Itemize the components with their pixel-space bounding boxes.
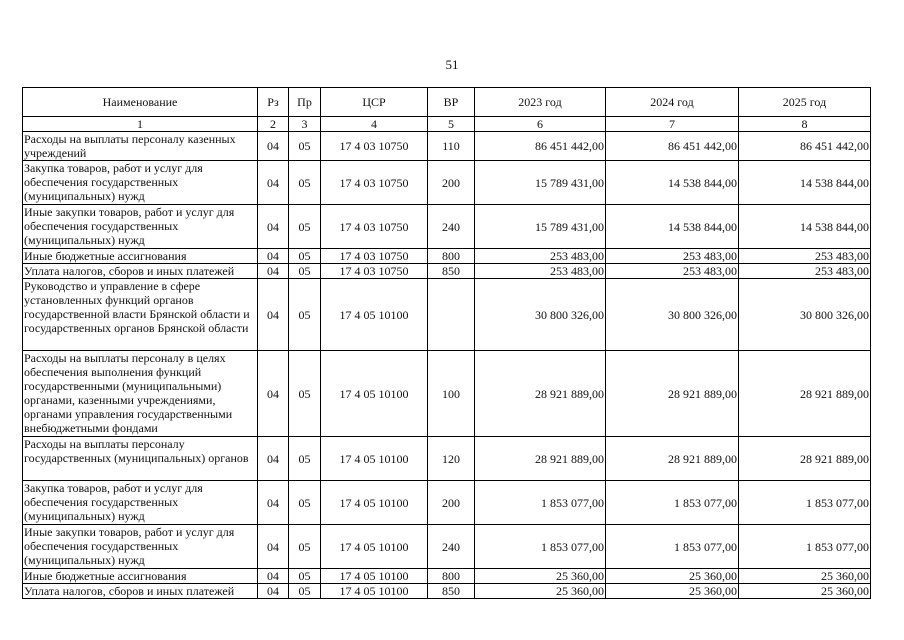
cell-vr: 240: [428, 205, 475, 249]
header-cell-2024: 2024 год: [606, 88, 739, 117]
cell-pr: 05: [289, 351, 321, 437]
table-row: [23, 264, 871, 279]
cell-vr: 800: [428, 249, 475, 264]
cell-rz: 04: [258, 584, 289, 599]
cell-rz: 04: [258, 249, 289, 264]
column-index-cell: 4: [321, 117, 428, 132]
cell-2023: 25 360,00: [475, 584, 606, 599]
cell-rz: 04: [258, 279, 289, 351]
cell-2023: 253 483,00: [475, 249, 606, 264]
cell-2023: 1 853 077,00: [475, 481, 606, 525]
cell-rz: 04: [258, 161, 289, 205]
column-index-cell: 8: [739, 117, 871, 132]
cell-2025: 253 483,00: [739, 264, 871, 279]
cell-2025: 1 853 077,00: [739, 525, 871, 569]
column-index-cell: 5: [428, 117, 475, 132]
cell-rz: 04: [258, 351, 289, 437]
cell-2025: 28 921 889,00: [739, 437, 871, 481]
cell-name: Расходы на выплаты персоналу в целях обеспечения выполнения функций государственными (муниципальными) органами, казенными учреждениями, органами управления государственными внебюджетными фондами: [23, 351, 258, 437]
header-row: [23, 88, 871, 117]
cell-vr: 850: [428, 264, 475, 279]
cell-rz: 04: [258, 205, 289, 249]
cell-2023: 15 789 431,00: [475, 205, 606, 249]
cell-csr: 17 4 03 10750: [321, 161, 428, 205]
cell-pr: 05: [289, 569, 321, 584]
budget-table: [22, 87, 871, 599]
cell-csr: 17 4 05 10100: [321, 351, 428, 437]
cell-vr: 110: [428, 132, 475, 161]
cell-pr: 05: [289, 249, 321, 264]
cell-vr: 200: [428, 481, 475, 525]
column-index-cell: 2: [258, 117, 289, 132]
column-index-row: [23, 117, 871, 132]
cell-csr: 17 4 03 10750: [321, 205, 428, 249]
cell-name: Расходы на выплаты персоналу государственных (муниципальных) органов: [23, 437, 258, 481]
cell-vr: 850: [428, 584, 475, 599]
cell-name: Закупка товаров, работ и услуг для обеспечения государственных (муниципальных) нужд: [23, 481, 258, 525]
table-row: [23, 351, 871, 437]
cell-pr: 05: [289, 481, 321, 525]
cell-rz: 04: [258, 569, 289, 584]
cell-vr: 200: [428, 161, 475, 205]
cell-2024: 25 360,00: [606, 584, 739, 599]
cell-2024: 253 483,00: [606, 264, 739, 279]
table-row: [23, 161, 871, 205]
cell-vr: 800: [428, 569, 475, 584]
table-row: [23, 132, 871, 161]
cell-csr: 17 4 03 10750: [321, 132, 428, 161]
cell-2025: 1 853 077,00: [739, 481, 871, 525]
cell-rz: 04: [258, 132, 289, 161]
cell-name: Иные бюджетные ассигнования: [23, 249, 258, 264]
cell-name: Иные закупки товаров, работ и услуг для обеспечения государственных (муниципальных) нужд: [23, 525, 258, 569]
cell-rz: 04: [258, 525, 289, 569]
table-row: [23, 437, 871, 481]
cell-2025: 14 538 844,00: [739, 205, 871, 249]
cell-2024: 1 853 077,00: [606, 481, 739, 525]
cell-2023: 86 451 442,00: [475, 132, 606, 161]
cell-pr: 05: [289, 279, 321, 351]
cell-2024: 14 538 844,00: [606, 205, 739, 249]
cell-csr: 17 4 05 10100: [321, 279, 428, 351]
cell-name: Уплата налогов, сборов и иных платежей: [23, 264, 258, 279]
cell-name: Иные закупки товаров, работ и услуг для обеспечения государственных (муниципальных) нужд: [23, 205, 258, 249]
table-row: [23, 481, 871, 525]
cell-2023: 28 921 889,00: [475, 437, 606, 481]
header-cell-pr: Пр: [289, 88, 321, 117]
cell-2024: 30 800 326,00: [606, 279, 739, 351]
cell-2025: 86 451 442,00: [739, 132, 871, 161]
cell-2024: 86 451 442,00: [606, 132, 739, 161]
cell-csr: 17 4 05 10100: [321, 569, 428, 584]
cell-vr: 100: [428, 351, 475, 437]
cell-2024: 253 483,00: [606, 249, 739, 264]
cell-csr: 17 4 03 10750: [321, 264, 428, 279]
cell-2025: 25 360,00: [739, 584, 871, 599]
cell-vr: [428, 279, 475, 351]
column-index-cell: 1: [23, 117, 258, 132]
cell-2023: 253 483,00: [475, 264, 606, 279]
table-row: [23, 249, 871, 264]
cell-csr: 17 4 05 10100: [321, 437, 428, 481]
cell-2023: 30 800 326,00: [475, 279, 606, 351]
cell-2024: 1 853 077,00: [606, 525, 739, 569]
cell-csr: 17 4 03 10750: [321, 249, 428, 264]
cell-rz: 04: [258, 481, 289, 525]
table-body: [23, 132, 871, 599]
cell-pr: 05: [289, 584, 321, 599]
cell-2023: 25 360,00: [475, 569, 606, 584]
header-cell-vr: ВР: [428, 88, 475, 117]
column-index-cell: 3: [289, 117, 321, 132]
cell-2024: 28 921 889,00: [606, 351, 739, 437]
page-number: 51: [445, 57, 459, 72]
table-row: [23, 205, 871, 249]
table-row: [23, 584, 871, 599]
cell-2023: 15 789 431,00: [475, 161, 606, 205]
cell-2024: 28 921 889,00: [606, 437, 739, 481]
cell-name: Расходы на выплаты персоналу казенных учреждений: [23, 132, 258, 161]
header-cell-2025: 2025 год: [739, 88, 871, 117]
cell-csr: 17 4 05 10100: [321, 584, 428, 599]
cell-pr: 05: [289, 264, 321, 279]
cell-2023: 1 853 077,00: [475, 525, 606, 569]
cell-2024: 25 360,00: [606, 569, 739, 584]
cell-csr: 17 4 05 10100: [321, 525, 428, 569]
cell-pr: 05: [289, 161, 321, 205]
table-row: [23, 279, 871, 351]
cell-rz: 04: [258, 437, 289, 481]
cell-2025: 253 483,00: [739, 249, 871, 264]
header-cell-2023: 2023 год: [475, 88, 606, 117]
cell-name: Иные бюджетные ассигнования: [23, 569, 258, 584]
cell-vr: 240: [428, 525, 475, 569]
cell-name: Уплата налогов, сборов и иных платежей: [23, 584, 258, 599]
cell-vr: 120: [428, 437, 475, 481]
column-index-cell: 6: [475, 117, 606, 132]
cell-name: Закупка товаров, работ и услуг для обеспечения государственных (муниципальных) нужд: [23, 161, 258, 205]
table-row: [23, 525, 871, 569]
cell-2024: 14 538 844,00: [606, 161, 739, 205]
cell-2025: 14 538 844,00: [739, 161, 871, 205]
cell-2025: 28 921 889,00: [739, 351, 871, 437]
cell-name: Руководство и управление в сфере установленных функций органов государственной власти Брянской области и государственных органов Брянской области: [23, 279, 258, 351]
table-row: [23, 569, 871, 584]
cell-2023: 28 921 889,00: [475, 351, 606, 437]
cell-csr: 17 4 05 10100: [321, 481, 428, 525]
cell-2025: 25 360,00: [739, 569, 871, 584]
header-cell-name: Наименование: [23, 88, 258, 117]
cell-pr: 05: [289, 437, 321, 481]
cell-pr: 05: [289, 132, 321, 161]
column-index-cell: 7: [606, 117, 739, 132]
cell-pr: 05: [289, 205, 321, 249]
header-cell-csr: ЦСР: [321, 88, 428, 117]
header-cell-rz: Рз: [258, 88, 289, 117]
cell-2025: 30 800 326,00: [739, 279, 871, 351]
cell-rz: 04: [258, 264, 289, 279]
cell-pr: 05: [289, 525, 321, 569]
